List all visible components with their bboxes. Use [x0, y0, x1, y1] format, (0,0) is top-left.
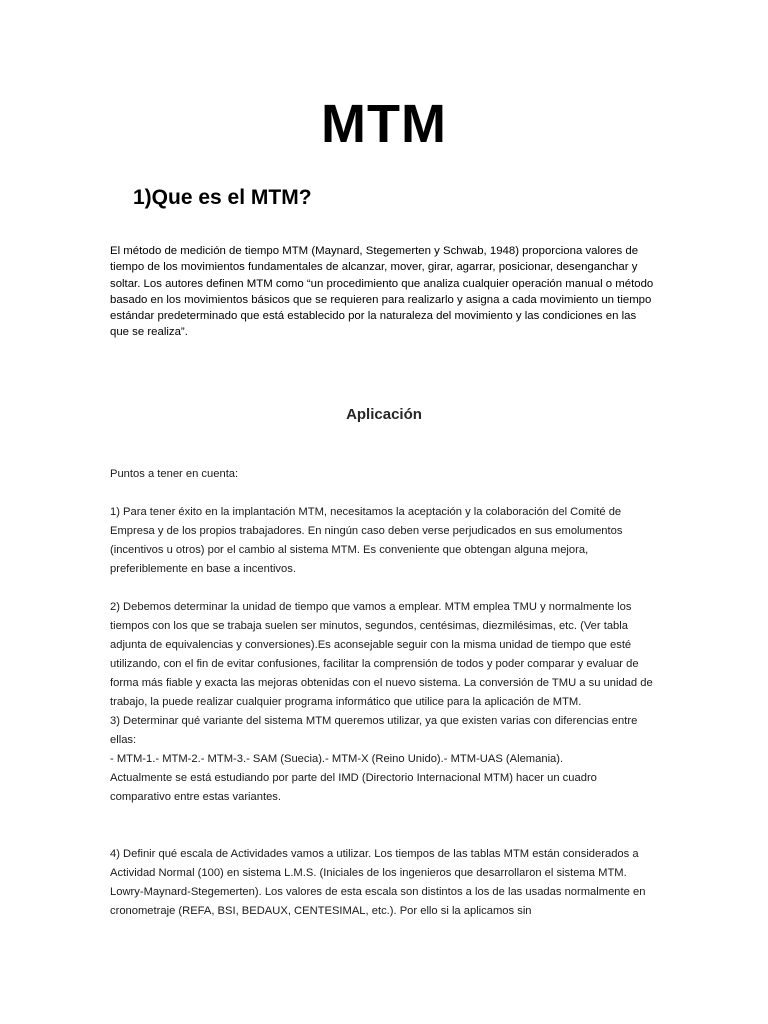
section-heading: Aplicación [346, 406, 422, 423]
point-2-paragraph: 2) Debemos determinar la unidad de tiempo que vamos a emplear. MTM emplea TMU y normalmente los tiempos con los que se trabaja suelen ser minutos, segundos, centésimas, diezmilésimas, etc. (Ver tabla adjunta de equivalencias y conversiones).Es aconsejable seguir con la misma unidad de tiempo que esté utilizando, con el fin de evitar confusiones, facilitar la comprensión de todos y poder comparar y evaluar de forma más fiable y exacta las mejoras obtenidas con el nuevo sistema. La conversión de TMU a su unidad de trabajo, la puede realizar cualquier programa informático que utilice para la aplicación de MTM. [110, 601, 653, 708]
points-2-3-block [110, 598, 660, 807]
section-question: 1)Que es el MTM? [133, 186, 312, 209]
point-3-note: Actualmente se está estudiando por parte del IMD (Directorio Internacional MTM) hacer un cuadro comparativo entre estas variantes. [110, 772, 597, 803]
point-3-paragraph: 3) Determinar qué variante del sistema MTM queremos utilizar, ya que existen varias con diferencias entre ellas: [110, 715, 638, 746]
point-3-variant-list: - MTM-1.- MTM-2.- MTM-3.- SAM (Suecia).- MTM-X (Reino Unido).- MTM-UAS (Alemania). [110, 753, 564, 765]
point-1-paragraph: 1) Para tener éxito en la implantación MTM, necesitamos la aceptación y la colaboración del Comité de Empresa y de los propios trabajadores. En ningún caso deben verse perjudicados en sus emolumentos (incentivos u otros) por el cambio al sistema MTM. Es conveniente que obtengan alguna mejora, preferiblemente en base a incentivos. [110, 506, 623, 575]
puntos-label: Puntos a tener en cuenta: [110, 468, 239, 480]
point-4-paragraph: 4) Definir qué escala de Actividades vamos a utilizar. Los tiempos de las tablas MTM están considerados a Actividad Normal (100) en sistema L.M.S. (Iniciales de los ingenieros que desarrollaron el sistema MTM. Lowry-Maynard-Stegemerten). Los valores de esta escala son distintos a los de las usadas normalmente en cronometraje (REFA, BSI, BEDAUX, CENTESIMAL, etc.). Por ello si la aplicamos sin [110, 848, 646, 917]
document-title: MTM [321, 94, 447, 154]
intro-paragraph: El método de medición de tiempo MTM (Maynard, Stegemerten y Schwab, 1948) proporciona valores de tiempo de los movimientos fundamentales de alcanzar, mover, girar, agarrar, posicionar, desenganchar y soltar. Los autores definen MTM como “un procedimiento que analiza cualquier operación manual o método basado en los movimientos básicos que se requieren para realizarlo y asigna a cada movimiento un tiempo estándar predeterminado que está establecido por la naturaleza del movimiento y las condiciones en las que se realiza”. [110, 245, 654, 339]
